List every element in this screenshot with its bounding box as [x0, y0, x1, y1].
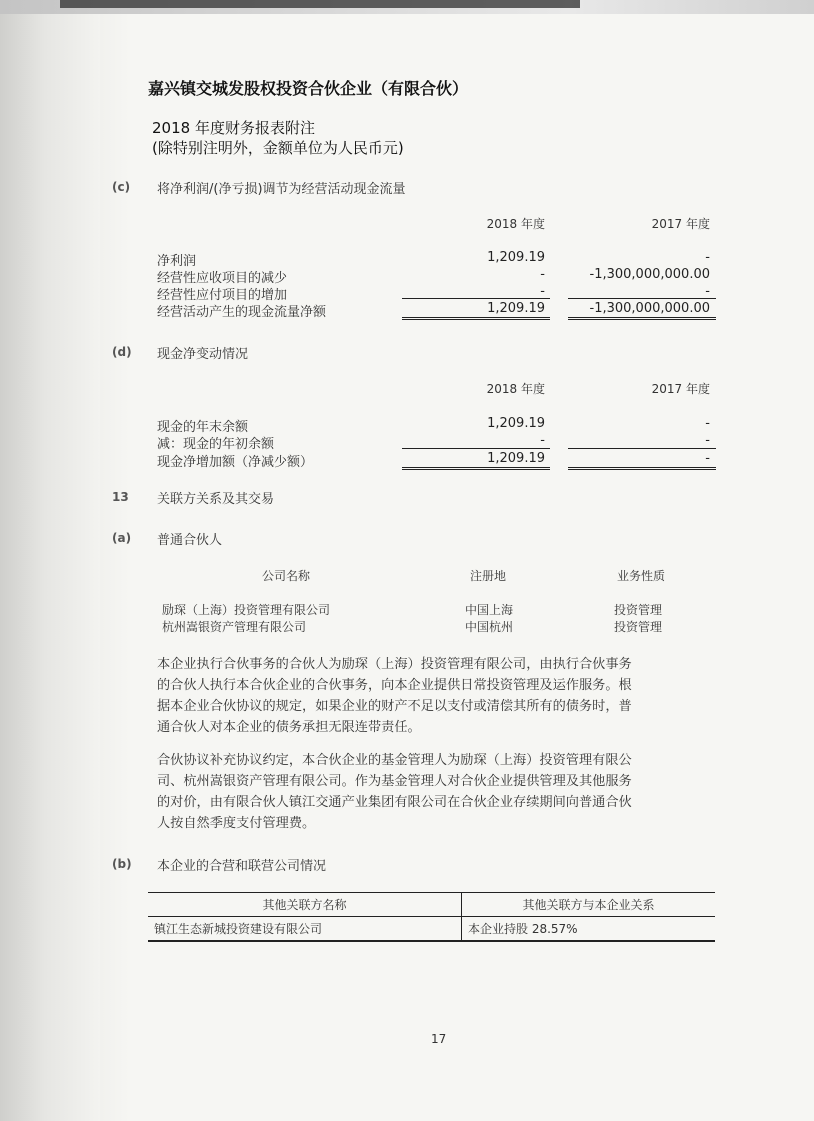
paragraph-line: 司、杭州嵩银资产管理有限公司。作为基金管理人对合伙企业提供管理及其他服务	[157, 774, 632, 789]
currency-note: (除特别注明外，金额单位为人民币元)	[152, 139, 404, 157]
total-double-rule	[568, 467, 716, 470]
row-label: 减：现金的年初余额	[157, 437, 275, 452]
row-value-2017: -	[705, 433, 710, 448]
partner-location: 中国上海	[465, 603, 514, 617]
partner-business: 投资管理	[614, 603, 663, 617]
total-double-rule	[568, 317, 716, 320]
column-header-relationship: 其他关联方与本企业关系	[462, 893, 716, 917]
section-d-title: 现金净变动情况	[157, 347, 249, 362]
total-value-2017: -1,300,000,000.00	[589, 301, 710, 316]
row-value-2018: 1,209.19	[487, 250, 545, 265]
partner-col-location: 注册地	[470, 569, 507, 583]
row-label: 经营性应付项目的增加	[157, 288, 288, 303]
section-b-title: 本企业的合营和联营公司情况	[157, 859, 327, 874]
row-value-2018: -	[540, 284, 545, 299]
row-value-2017: -	[705, 416, 710, 431]
total-label: 现金净增加额（净减少额）	[157, 455, 314, 470]
row-value-2018: -	[540, 433, 545, 448]
total-label: 经营活动产生的现金流量净额	[157, 305, 327, 320]
column-header-related-party: 其他关联方名称	[148, 893, 462, 917]
table-row	[148, 917, 715, 942]
row-value-2018: -	[540, 267, 545, 282]
section-a-title: 普通合伙人	[157, 533, 223, 548]
partner-name: 励琛（上海）投资管理有限公司	[162, 603, 331, 617]
total-double-rule	[402, 467, 550, 470]
section-d-marker: (d)	[112, 345, 132, 359]
section-d-col-2017: 2017 年度	[651, 382, 710, 396]
row-value-2018: 1,209.19	[487, 416, 545, 431]
related-party-table	[148, 892, 715, 942]
row-label: 现金的年末余额	[157, 420, 249, 435]
section-a-marker: (a)	[112, 531, 132, 545]
paragraph-executing-partner	[157, 654, 632, 738]
paragraph-line: 本企业执行合伙事务的合伙人为励琛（上海）投资管理有限公司，由执行合伙事务	[157, 657, 632, 672]
partner-name: 杭州嵩银资产管理有限公司	[162, 620, 307, 634]
row-label: 经营性应收项目的减少	[157, 271, 288, 286]
partner-location: 中国杭州	[465, 620, 514, 634]
related-party-relationship: 本企业持股 28.57%	[462, 917, 716, 942]
partner-col-company: 公司名称	[262, 569, 311, 583]
report-title: 2018 年度财务报表附注	[152, 119, 315, 137]
row-label: 净利润	[157, 254, 197, 269]
table-header-row	[148, 893, 715, 917]
subtotal-rule	[402, 448, 550, 449]
scan-top-edge	[0, 0, 814, 14]
subtotal-rule	[568, 298, 716, 299]
total-value-2018: 1,209.19	[487, 301, 545, 316]
company-name: 嘉兴镇交城发股权投资合伙企业（有限合伙）	[148, 79, 469, 98]
section-c-col-2017: 2017 年度	[651, 217, 710, 231]
row-value-2017: -1,300,000,000.00	[589, 267, 710, 282]
section-c-title: 将净利润/(净亏损)调节为经营活动现金流量	[157, 182, 406, 197]
total-value-2017: -	[705, 451, 710, 466]
paragraph-fund-manager	[157, 750, 632, 834]
section-b-marker: (b)	[112, 857, 132, 871]
related-party-name: 镇江生态新城投资建设有限公司	[148, 917, 462, 942]
section-c-col-2018: 2018 年度	[486, 217, 545, 231]
paragraph-line: 的合伙人执行本合伙企业的合伙事务，向本企业提供日常投资管理及运作服务。根	[157, 678, 632, 693]
paragraph-line: 的对价，由有限合伙人镇江交通产业集团有限公司在合伙企业存续期间向普通合伙	[157, 795, 632, 810]
row-value-2017: -	[705, 284, 710, 299]
section-13-number: 13	[112, 490, 129, 504]
section-c-marker: (c)	[112, 180, 131, 194]
paragraph-line: 据本企业合伙协议的规定，如果企业的财产不足以支付或清偿其所有的债务时，普	[157, 699, 632, 714]
total-double-rule	[402, 317, 550, 320]
total-value-2018: 1,209.19	[487, 451, 545, 466]
paragraph-line: 通合伙人对本企业的债务承担无限连带责任。	[157, 720, 421, 735]
subtotal-rule	[402, 298, 550, 299]
page-spine-shadow	[0, 0, 100, 1121]
paragraph-line: 合伙协议补充协议约定，本合伙企业的基金管理人为励琛（上海）投资管理有限公	[157, 753, 632, 768]
page-number: 17	[431, 1032, 447, 1046]
row-value-2017: -	[705, 250, 710, 265]
partner-business: 投资管理	[614, 620, 663, 634]
section-d-col-2018: 2018 年度	[486, 382, 545, 396]
partner-col-business: 业务性质	[617, 569, 666, 583]
paragraph-line: 人按自然季度支付管理费。	[157, 816, 316, 831]
section-13-title: 关联方关系及其交易	[157, 492, 275, 507]
subtotal-rule	[568, 448, 716, 449]
